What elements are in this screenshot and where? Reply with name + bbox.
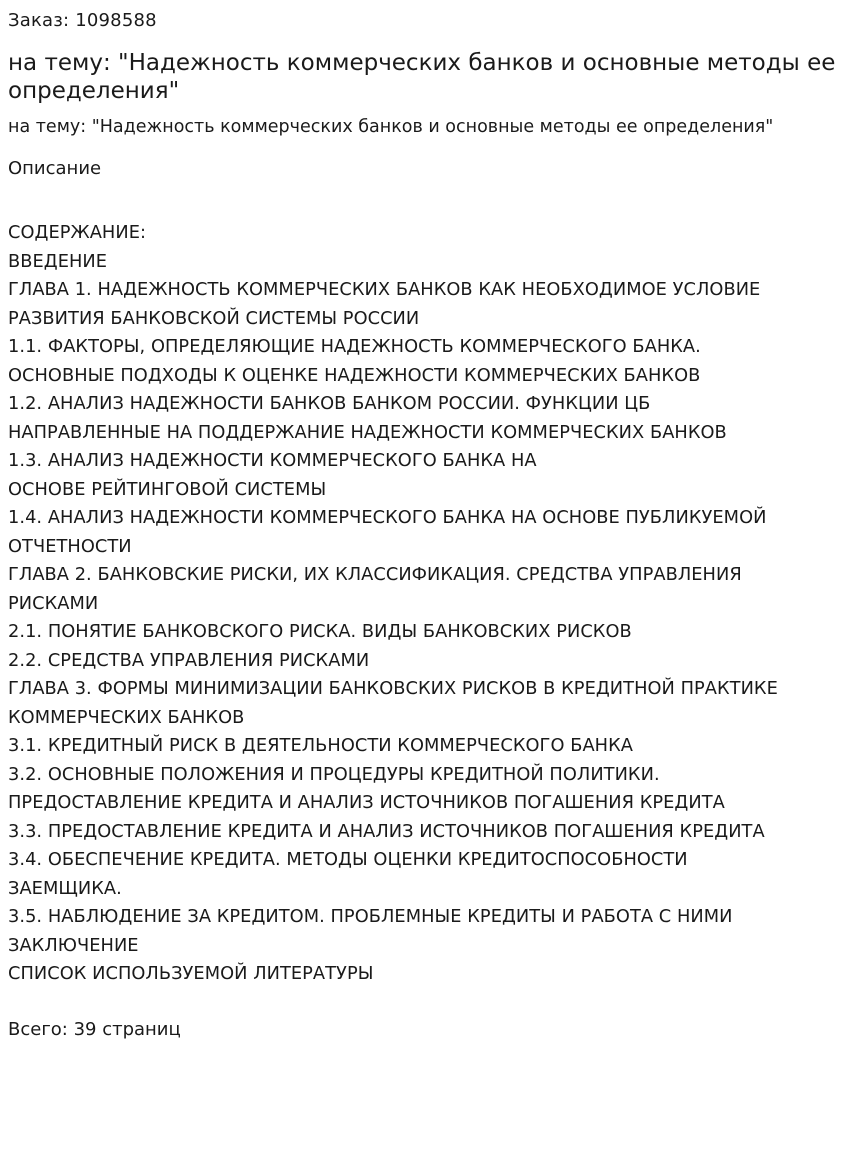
toc-line: РИСКАМИ	[8, 592, 99, 614]
toc-line: 1.4. АНАЛИЗ НАДЕЖНОСТИ КОММЕРЧЕСКОГО БАНКА НА ОСНОВЕ ПУБЛИКУЕМОЙ	[8, 507, 767, 528]
toc-line: РАЗВИТИЯ БАНКОВСКОЙ СИСТЕМЫ РОССИИ	[8, 307, 420, 329]
toc-line: ЗАКЛЮЧЕНИЕ	[8, 934, 139, 956]
toc-line: ОТЧЕТНОСТИ	[8, 535, 132, 557]
toc-line: ЗАЕМЩИКА.	[8, 877, 122, 899]
order-number: Заказ: 1098588	[8, 10, 157, 31]
toc-line: ПРЕДОСТАВЛЕНИЕ КРЕДИТА И АНАЛИЗ ИСТОЧНИКОВ ПОГАШЕНИЯ КРЕДИТА	[8, 792, 725, 813]
description-heading: Описание	[8, 158, 102, 179]
toc-line: 1.3. АНАЛИЗ НАДЕЖНОСТИ КОММЕРЧЕСКОГО БАНКА НА	[8, 450, 537, 471]
toc-line: 3.1. КРЕДИТНЫЙ РИСК В ДЕЯТЕЛЬНОСТИ КОММЕРЧЕСКОГО БАНКА	[8, 735, 633, 756]
page-title: на тему: "Надежность коммерческих банков и основные методы ее определения"	[8, 50, 836, 104]
toc-line: НАПРАВЛЕННЫЕ НА ПОДДЕРЖАНИЕ НАДЕЖНОСТИ КОММЕРЧЕСКИХ БАНКОВ	[8, 421, 727, 443]
toc-line: КОММЕРЧЕСКИХ БАНКОВ	[8, 706, 245, 728]
toc-line: 3.2. ОСНОВНЫЕ ПОЛОЖЕНИЯ И ПРОЦЕДУРЫ КРЕДИТНОЙ ПОЛИТИКИ.	[8, 763, 660, 785]
toc-line: ОСНОВНЫЕ ПОДХОДЫ К ОЦЕНКЕ НАДЕЖНОСТИ КОММЕРЧЕСКИХ БАНКОВ	[8, 364, 701, 386]
toc-line: 3.4. ОБЕСПЕЧЕНИЕ КРЕДИТА. МЕТОДЫ ОЦЕНКИ КРЕДИТОСПОСОБНОСТИ	[8, 849, 688, 870]
toc-line: ОСНОВЕ РЕЙТИНГОВОЙ СИСТЕМЫ	[8, 478, 327, 500]
toc-line: СПИСОК ИСПОЛЬЗУЕМОЙ ЛИТЕРАТУРЫ	[8, 963, 374, 984]
page-subtitle: на тему: "Надежность коммерческих банков и основные методы ее определения"	[8, 117, 774, 137]
toc-line: 3.3. ПРЕДОСТАВЛЕНИЕ КРЕДИТА И АНАЛИЗ ИСТОЧНИКОВ ПОГАШЕНИЯ КРЕДИТА	[8, 820, 765, 842]
table-of-contents	[8, 219, 839, 989]
toc-line: ГЛАВА 1. НАДЕЖНОСТЬ КОММЕРЧЕСКИХ БАНКОВ КАК НЕОБХОДИМОЕ УСЛОВИЕ	[8, 279, 761, 300]
total-pages: Всего: 39 страниц	[8, 1018, 181, 1040]
toc-line: 2.2. СРЕДСТВА УПРАВЛЕНИЯ РИСКАМИ	[8, 649, 370, 671]
toc-line: 1.1. ФАКТОРЫ, ОПРЕДЕЛЯЮЩИЕ НАДЕЖНОСТЬ КОММЕРЧЕСКОГО БАНКА.	[8, 336, 701, 357]
toc-line: ГЛАВА 3. ФОРМЫ МИНИМИЗАЦИИ БАНКОВСКИХ РИСКОВ В КРЕДИТНОЙ ПРАКТИКЕ	[8, 678, 778, 699]
toc-line: ВВЕДЕНИЕ	[8, 250, 108, 272]
toc-line: 3.5. НАБЛЮДЕНИЕ ЗА КРЕДИТОМ. ПРОБЛЕМНЫЕ КРЕДИТЫ И РАБОТА С НИМИ	[8, 906, 733, 927]
toc-line: 2.1. ПОНЯТИЕ БАНКОВСКОГО РИСКА. ВИДЫ БАНКОВСКИХ РИСКОВ	[8, 621, 632, 642]
toc-line: 1.2. АНАЛИЗ НАДЕЖНОСТИ БАНКОВ БАНКОМ РОССИИ. ФУНКЦИИ ЦБ	[8, 393, 651, 414]
toc-line: ГЛАВА 2. БАНКОВСКИЕ РИСКИ, ИХ КЛАССИФИКАЦИЯ. СРЕДСТВА УПРАВЛЕНИЯ	[8, 564, 742, 585]
toc-line: СОДЕРЖАНИЕ:	[8, 222, 147, 243]
